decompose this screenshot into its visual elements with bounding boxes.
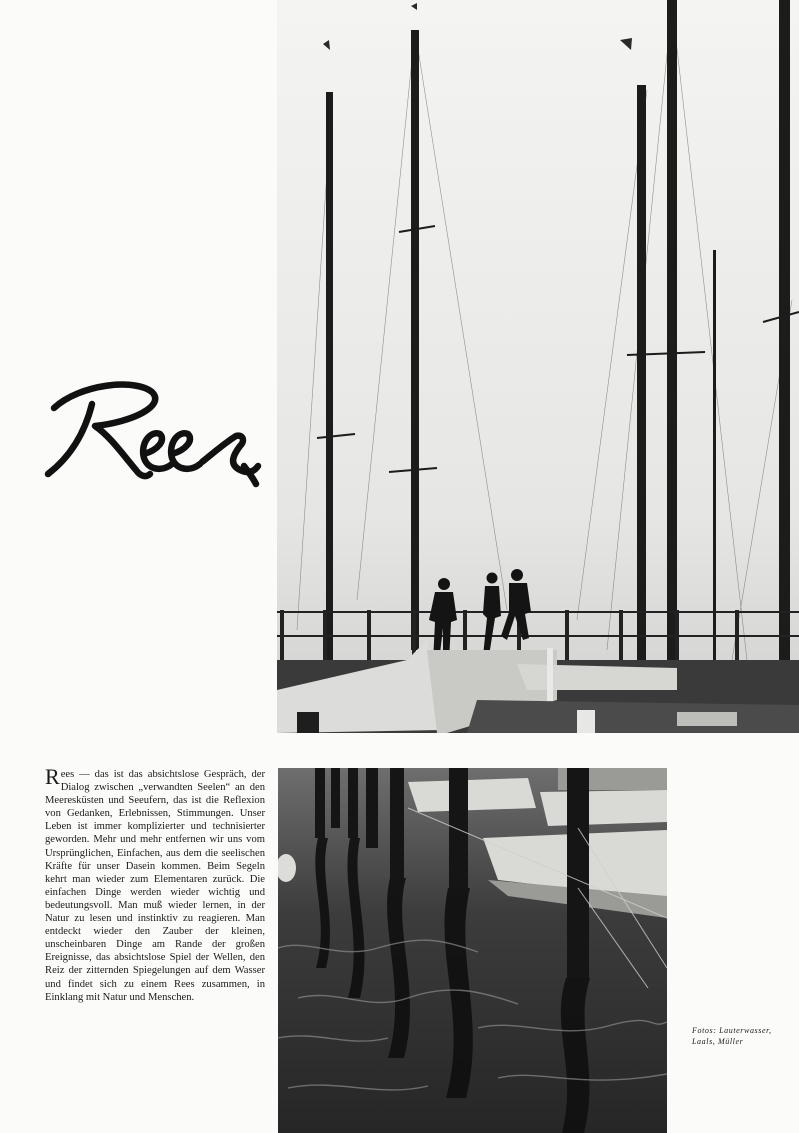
harbor-water-reflections-photo — [278, 768, 667, 1133]
drop-cap: R — [45, 764, 60, 789]
credits-line-2: Laals, Müller — [692, 1037, 744, 1046]
harbor-masts-photo — [277, 0, 799, 733]
article-body-text: ees — das ist das absichtslose Gespräch, der Dialog zwischen „verwandten Seelen“ an den Meeresküsten und Seeufern, das ist die Reflexion von Gedanken, Erlebnissen, Stimmungen. Unser Leben ist immer komplizierter und technisierter geworden. Mehr und mehr entfernen wir uns vom Ursprünglichen, Einfachen, aus dem die seelischen Kräfte für unser Dasein kommen. Beim Segeln kehrt man wieder zum Elementaren zurück. Die einfachen Dinge werden wieder wichtig und bedeutungsvoll. Man muß wieder lernen, in der Natur zu lesen und instinktiv zu reagieren. Man entdeckt wieder den Zauber der kleinen, unscheinbaren Dinge am Rande der großen Ereignisse, das absichtslose Spiel der Wellen, den Reiz der zitternden Spiegelungen auf dem Wasser und findet sich zu einem Rees zusammen, in Einklang mit Natur und Menschen. — [45, 769, 265, 1003]
harbor-masts-silhouette-photo — [277, 0, 799, 733]
credits-line-1: Fotos: Lauterwasser, — [692, 1026, 772, 1035]
title-script-logo — [40, 370, 265, 490]
article-body — [45, 764, 265, 1004]
water-reflections-photo — [278, 768, 667, 1133]
photo-credits — [692, 1025, 792, 1047]
